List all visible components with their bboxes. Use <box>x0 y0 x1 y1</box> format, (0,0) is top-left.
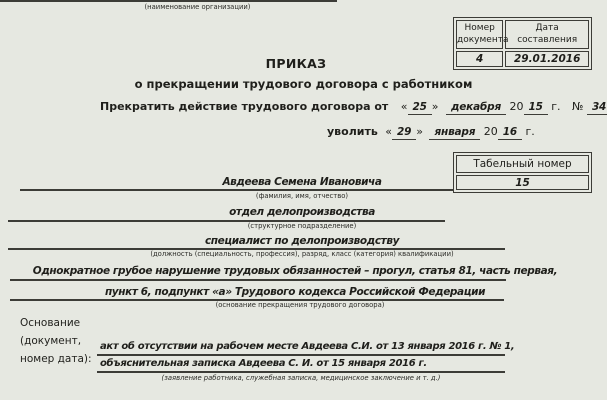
basis-caption: (заявление работника, служебная записка, медицинское заключение и т. д.) <box>161 374 441 382</box>
personnel-number-header: Табельный номер <box>456 155 589 173</box>
dismiss-day-value: 29 <box>392 126 416 140</box>
basis-value-1: акт об отсутствии на рабочем месте Авдеева С.И. от 13 января 2016 г. № 1, <box>100 341 515 352</box>
basis-value-2: объяснительная записка Авдеева С. И. от 15 января 2016 г. <box>100 358 427 369</box>
dismiss-year-value: 16 <box>498 126 522 140</box>
reason-caption: (основание прекращения трудового договора) <box>215 301 385 309</box>
order-title: ПРИКАЗ <box>265 56 327 71</box>
organization-name-underline <box>0 0 337 2</box>
basis-number-date-label: номер дата): <box>20 353 92 365</box>
number-sign: № <box>572 100 584 113</box>
position-caption: (должность (специальность, профессия), разряд, класс (категория) квалификации) <box>150 250 454 258</box>
reason-line2-value: пункт 6, подпункт «а» Трудового кодекса Российской Федерации <box>104 286 486 298</box>
terminate-day-value: 25 <box>408 101 432 115</box>
department-caption: (структурное подразделение) <box>247 222 357 230</box>
employee-name-caption: (фамилия, имя, отчество) <box>255 192 349 200</box>
organization-caption: (наименование организации) <box>144 3 251 11</box>
dismiss-label: уволить <box>327 125 378 138</box>
terminate-label: Прекратить действие трудового договора от <box>100 100 389 113</box>
open-quote: « <box>385 125 393 138</box>
terminate-number-value: 34 <box>587 101 607 115</box>
dismiss-month-value: января <box>429 126 480 140</box>
compose-date-header: Дата составления <box>505 20 589 49</box>
terminate-month-value: декабря <box>446 101 506 115</box>
department-value: отдел делопроизводства <box>229 206 375 218</box>
personnel-number-value: 15 <box>456 175 589 190</box>
close-quote: » <box>416 125 423 138</box>
dismiss-century: 20 <box>483 125 498 138</box>
basis-label: Основание <box>20 317 81 329</box>
open-quote: « <box>400 100 408 113</box>
dismiss-line <box>0 125 607 139</box>
dismiss-year-suffix: г. <box>525 125 535 138</box>
employee-name-value: Авдеева Семена Ивановича <box>222 176 382 188</box>
document-number-value: 4 <box>456 51 503 67</box>
close-quote: » <box>431 100 439 113</box>
compose-date-value: 29.01.2016 <box>505 51 589 67</box>
terminate-year-value: 15 <box>524 101 548 115</box>
basis-underline-2 <box>97 371 505 373</box>
basis-document-label: (документ, <box>20 335 82 347</box>
terminate-line <box>0 100 607 114</box>
employee-name-underline <box>20 189 453 191</box>
position-value: специалист по делопроизводству <box>204 235 400 247</box>
reason-line1-value: Однократное грубое нарушение трудовых обязанностей – прогул, статья 81, часть первая, <box>32 265 558 277</box>
terminate-century: 20 <box>509 100 524 113</box>
document-number-header: Номер документа <box>456 20 503 49</box>
reason-line1-underline <box>10 279 506 281</box>
order-subtitle: о прекращении трудового договора с работником <box>134 77 473 91</box>
basis-underline-1 <box>97 354 505 356</box>
terminate-year-suffix: г. <box>551 100 561 113</box>
department-underline <box>8 220 445 222</box>
